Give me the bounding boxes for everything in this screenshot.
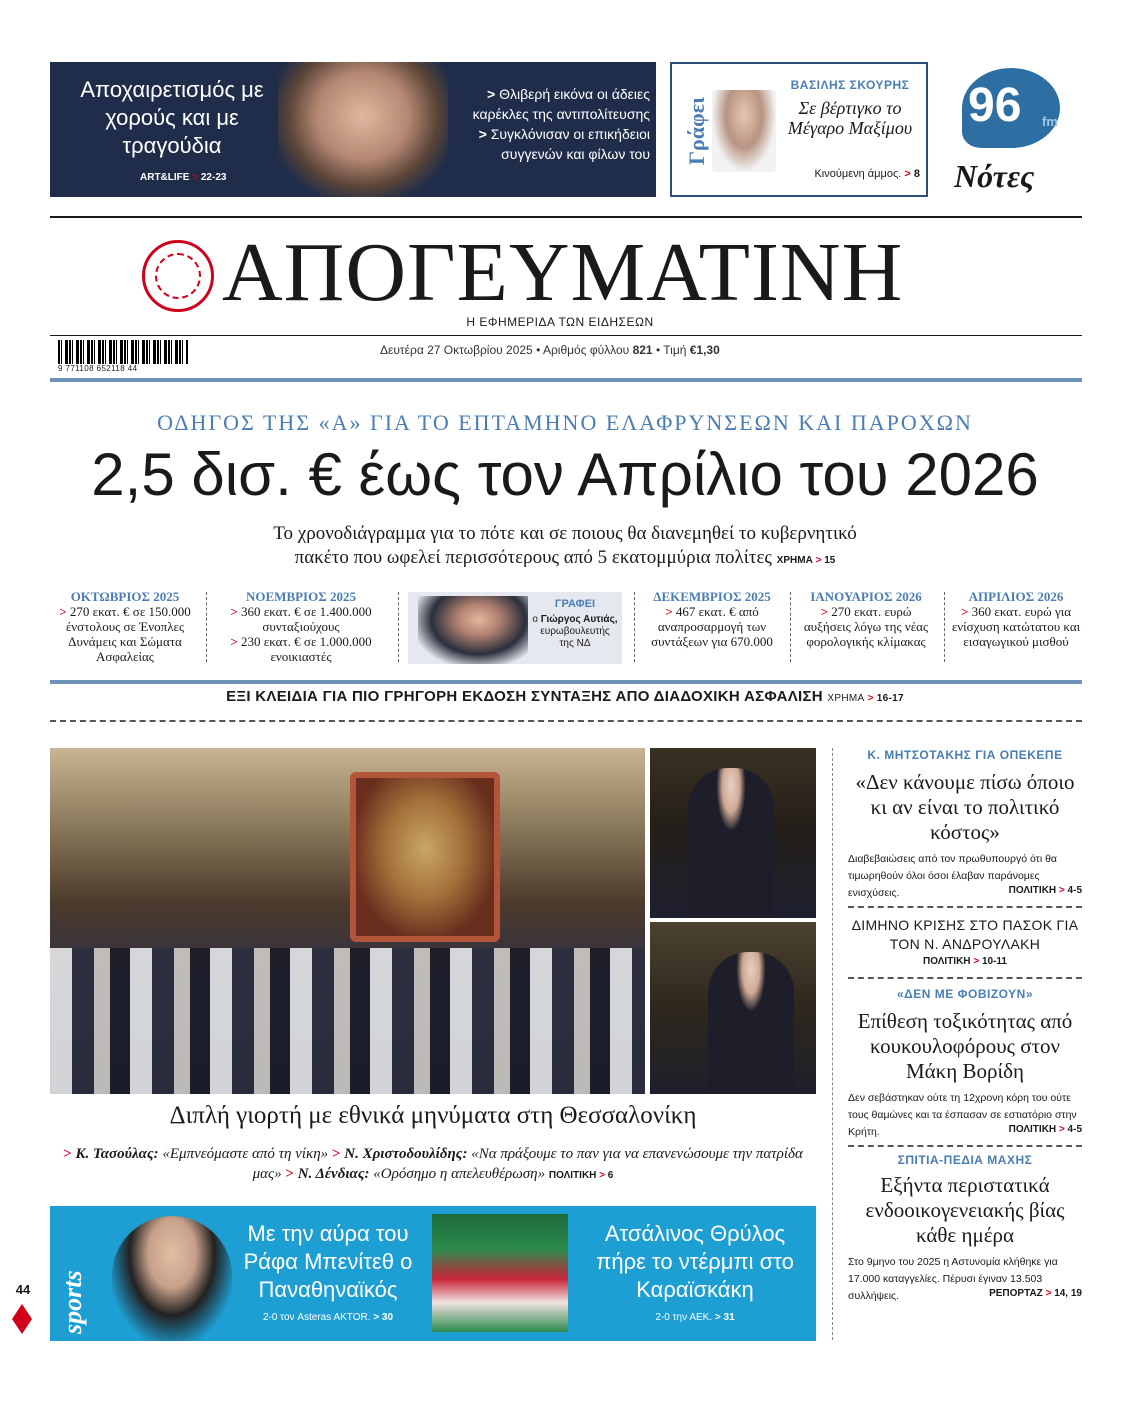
columnist-vertical-label: Γράφει <box>684 97 709 165</box>
sports-headline-2[interactable]: Ατσάλινος Θρύλος πήρε το ντέρμπι στο Καραϊσκάκη <box>596 1221 794 1302</box>
story3-headline[interactable]: Επίθεση τοξικότητας από κουκουλοφόρους στον Μάκη Βορίδη <box>857 1009 1073 1083</box>
column-separator <box>206 592 207 662</box>
coach-photo <box>112 1216 232 1341</box>
story2-ref: ΠΟΛΙΤΙΚΗ > 10-11 <box>923 956 1007 967</box>
month-column: ΙΑΝΟΥΑΡΙΟΣ 2026 > 270 εκατ. ευρώ αυξήσεις λόγω της νέας φορολογικής κλίμακας <box>803 589 929 649</box>
story1-body: Διαβεβαιώσεις από τον πρωθυπουργό ότι θα τιμωρηθούν όλοι όσοι έλαβαν παράνομες ενισχύσεις. <box>848 853 1057 899</box>
column-separator <box>634 592 635 662</box>
masthead-title: ΑΠΟΓΕΥΜΑΤΙΝΗ <box>222 226 904 319</box>
dateline: Δευτέρα 27 Οκτωβρίου 2025 • Αριθμός φύλλου 821 • Τιμή €1,30 <box>380 343 720 357</box>
promo-artlife[interactable] <box>50 62 656 197</box>
official-figure-2 <box>708 952 794 1094</box>
dateline-blue-rule <box>50 378 1082 382</box>
month-column: ΟΚΤΩΒΡΙΟΣ 2025 > 270 εκατ. € σε 150.000 ένστολους σε Ένοπλες Δυνάμεις και Σώματα Ασφαλείας <box>59 589 191 664</box>
promo-section-ref: ART&LIFE > 22-23 <box>140 172 227 183</box>
masthead-emblem-logo <box>142 240 214 312</box>
keys-blue-rule <box>50 680 1082 684</box>
story2-headline[interactable]: ΔΙΜΗΝΟ ΚΡΙΣΗΣ ΣΤΟ ΠΑΣΟΚ ΓΙΑ ΤΟΝ Ν. ΑΝΔΡΟΥΛΑΚΗ <box>851 917 1079 952</box>
writer-photo <box>418 596 528 664</box>
promo-items <box>450 84 650 164</box>
story1-kicker: Κ. ΜΗΤΣΟΤΑΚΗΣ ΓΙΑ ΟΠΕΚΕΠΕ <box>867 748 1063 762</box>
masthead-bottom-rule <box>50 335 1082 336</box>
saint-icon-image <box>350 772 500 942</box>
writes-label: ΓΡΑΦΕΙ <box>554 598 596 610</box>
story3-ref: ΠΟΛΙΤΙΚΗ > 4-5 <box>1008 1124 1082 1135</box>
photo-story-quotes: > Κ. Τασούλας: «Εμπνεόμαστε από τη νίκη» > Ν. Χριστοδουλίδης: «Να πράξουμε το παν για να επανενώσουμε την πατρίδα μας» > Ν. Δένδιας: «Ορόσημο η απελευθέρωση» ΠΟΛΙΤΙΚΗ > 6 <box>63 1146 803 1182</box>
red-diamond-icon <box>12 1304 32 1334</box>
column-separator <box>944 592 945 662</box>
official-photo-2[interactable] <box>650 922 816 1094</box>
lead-kicker: ΟΔΗΓΟΣ ΤΗΣ «Α» ΓΙΑ ΤΟ ΕΠΤΑΜΗΝΟ ΕΛΑΦΡΥΝΣΕΩΝ ΚΑΙ ΠΑΡΟΧΩΝ <box>157 410 973 435</box>
column-separator <box>790 592 791 662</box>
official-photo-1[interactable] <box>650 748 816 918</box>
radio-name: Nότες <box>954 158 1035 194</box>
story1-headline[interactable]: «Δεν κάνουμε πίσω όποιο κι αν είναι το πολιτικό κόστος» <box>855 770 1075 844</box>
columnist-box[interactable] <box>670 62 928 197</box>
story4-headline[interactable]: Εξήντα περιστατικά ενδοοικογενειακής βίας κάθε ημέρα <box>865 1173 1065 1247</box>
sports-label: sports <box>58 1270 87 1334</box>
promo-item-2: > Συγκλόνισαν οι επικήδειοι συγγενών και φίλων του <box>478 126 650 162</box>
crowd-image <box>50 948 645 1094</box>
columnist-photo <box>712 90 776 172</box>
radio-96fm-notes-logo[interactable] <box>950 62 1080 197</box>
sports-sub-2: 2-0 την ΑΕΚ. > 31 <box>655 1312 735 1323</box>
photo-story-caption[interactable]: Διπλή γιορτή με εθνικά μηνύματα στη Θεσσαλονίκη <box>169 1102 697 1129</box>
story4-ref: ΡΕΠΟΡΤΑΖ > 14, 19 <box>989 1288 1082 1299</box>
section-dashed-rule <box>50 720 1082 722</box>
story1-ref: ΠΟΛΙΤΙΚΗ > 4-5 <box>1008 885 1082 896</box>
barcode <box>58 340 188 374</box>
columnist-title: Σε βέρτιγκο το Μέγαρο Μαξίμου <box>787 98 913 138</box>
promo-item-1: > Θλιβερή εικόνα οι άδειες καρέκλες της αντιπολίτευσης <box>472 86 650 122</box>
month-column: ΔΕΚΕΜΒΡΙΟΣ 2025 > 467 εκατ. € από αναπροσαρμογή των συντάξεων για 670.000 <box>651 589 773 649</box>
right-dashed-rule <box>848 1145 1082 1147</box>
radio-frequency: 96 <box>968 79 1022 132</box>
story3-body: Δεν σεβάστηκαν ούτε τη 12χρονη κόρη του ούτε τους θαμώνες και τα έσπασαν σε εστιατόριο στην Κρήτη. <box>848 1092 1077 1138</box>
sports-sub-1: 2-0 τον Asteras AKTOR. > 30 <box>262 1312 394 1323</box>
lead-deck: Το χρονοδιάγραμμα για το πότε και σε ποιους θα διανεμηθεί το κυβερνητικό πακέτο που ωφελεί περισσότερους από 5 εκατομμύρια πολίτες ΧΡΗΜΑ > 15 <box>273 523 857 568</box>
barcode-digits: 9 771108 652118 44 <box>58 364 138 373</box>
masthead-tagline: Η ΕΦΗΜΕΡΙΔΑ ΤΩΝ ΕΙΔΗΣΕΩΝ <box>466 315 654 329</box>
column-divider <box>832 748 833 1340</box>
month-column: ΑΠΡΙΛΙΟΣ 2026 > 360 εκατ. ευρώ για ενίσχυση κατώτατου και εισαγωγικού μισθού <box>951 589 1081 649</box>
procession-photo[interactable] <box>50 748 645 1094</box>
keys-line[interactable]: ΕΞΙ ΚΛΕΙΔΙΑ ΓΙΑ ΠΙΟ ΓΡΗΓΟΡΗ ΕΚΔΟΣΗ ΣΥΝΤΑΞΗΣ ΑΠΟ ΔΙΑΔΟΧΙΚΗ ΑΣΦΑΛΙΣΗ ΧΡΗΜΑ > 16-17 <box>226 688 904 705</box>
official-figure-1 <box>688 768 774 918</box>
right-dashed-rule <box>848 906 1082 908</box>
promo-portrait-photo <box>278 62 448 197</box>
barcode-bars <box>58 340 188 364</box>
story3-kicker: «ΔΕΝ ΜΕ ΦΟΒΙΖΟΥΝ» <box>897 987 1033 1001</box>
columnist-name: ΒΑΣΙΛΗΣ ΣΚΟΥΡΗΣ <box>790 78 910 92</box>
lead-headline[interactable]: 2,5 δισ. € έως τον Απρίλιο του 2026 <box>91 441 1039 508</box>
sports-headline-1[interactable]: Με την αύρα του Ράφα Μπενίτεθ ο Παναθηναϊκός <box>243 1221 413 1302</box>
column-separator <box>398 592 399 662</box>
promo-headline: Αποχαιρετισμός με χορούς και με τραγούδια <box>80 77 264 158</box>
right-column <box>848 748 1082 1302</box>
sports-strip[interactable] <box>50 1206 816 1341</box>
right-dashed-rule <box>848 977 1082 979</box>
columnist-ref: Κινούμενη άμμος. > 8 <box>814 168 920 180</box>
writes-box[interactable] <box>408 592 622 664</box>
radio-fm-label: fm <box>1042 114 1058 129</box>
team-photo <box>432 1214 568 1332</box>
month-column: ΝΟΕΜΒΡΙΟΣ 2025 > 360 εκατ. € σε 1.400.000 συνταξιούχους > 230 εκατ. € σε 1.000.000 ενοικιαστές <box>230 589 372 664</box>
masthead-top-rule <box>50 216 1082 218</box>
story4-body: Στο 9μηνο του 2025 η Αστυνομία κλήθηκε για 17.000 καταγγελίες. Πέρυσι έγιναν 13.503 συλλήψεις. <box>848 1256 1058 1302</box>
page-number: 44 <box>15 1282 31 1297</box>
story4-kicker: ΣΠΙΤΙΑ-ΠΕΔΙΑ ΜΑΧΗΣ <box>897 1153 1033 1167</box>
writes-author: ο Γιώργος Αυτιάς, ευρωβουλευτής της ΝΔ <box>532 614 618 649</box>
